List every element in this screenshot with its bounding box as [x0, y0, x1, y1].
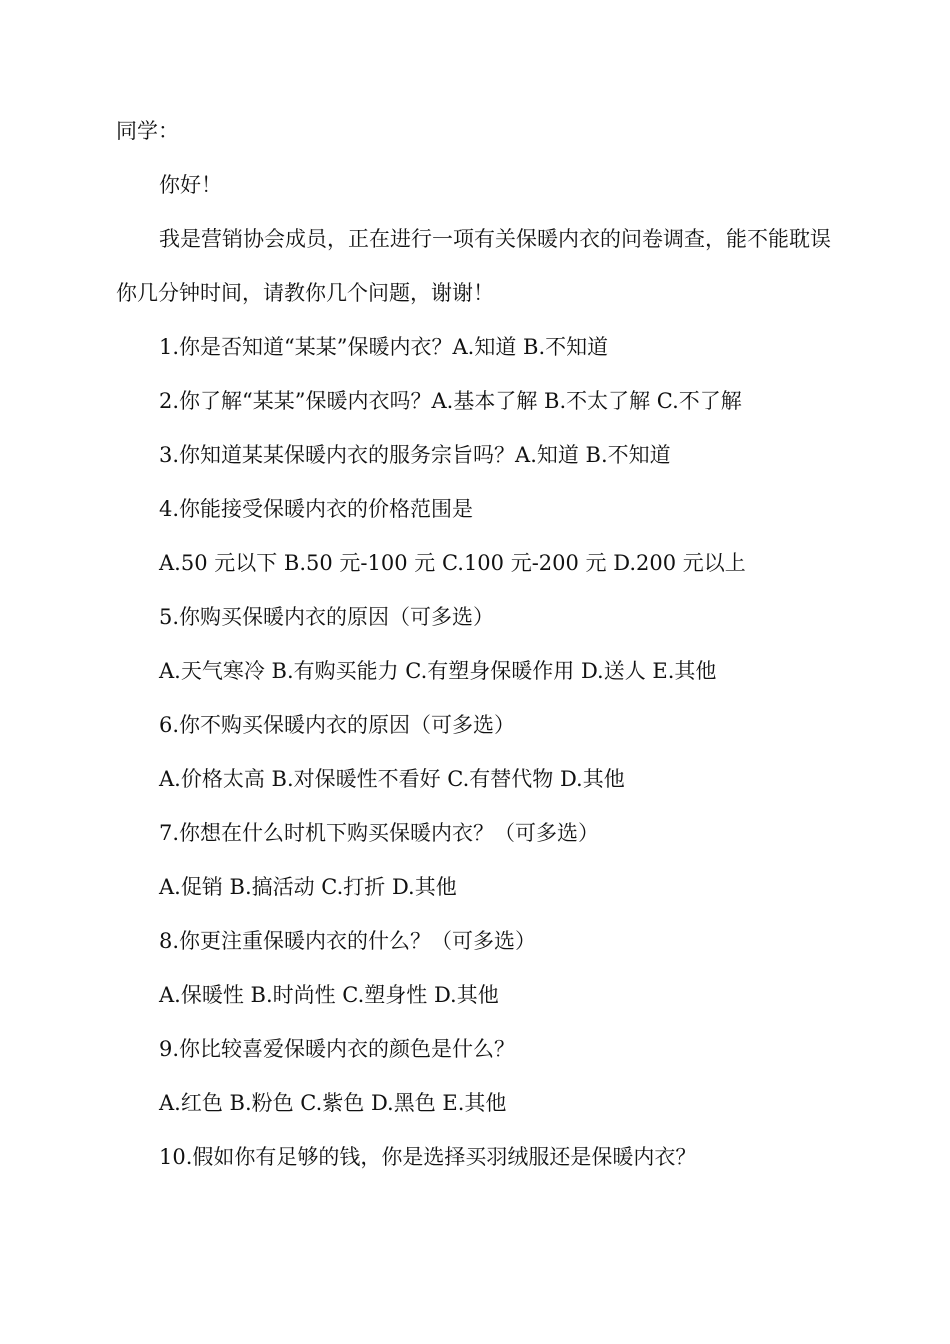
- question-7: 7.你想在什么时机下购买保暖内衣？（可多选）: [159, 821, 600, 845]
- question-9-options: A.红色 B.粉色 C.紫色 D.黑色 E.其他: [159, 1091, 507, 1115]
- question-2: 2.你了解“某某”保暖内衣吗？A.基本了解 B.不太了解 C.不了解: [159, 389, 742, 413]
- question-3: 3.你知道某某保暖内衣的服务宗旨吗？A.知道 B.不知道: [159, 443, 671, 467]
- question-7-options: A.促销 B.搞活动 C.打折 D.其他: [159, 875, 457, 899]
- question-1: 1.你是否知道“某某”保暖内衣？A.知道 B.不知道: [159, 335, 609, 359]
- question-4: 4.你能接受保暖内衣的价格范围是: [159, 497, 474, 521]
- question-8: 8.你更注重保暖内衣的什么？（可多选）: [159, 929, 537, 953]
- question-4-options: A.50 元以下 B.50 元-100 元 C.100 元-200 元 D.200 元以上: [159, 551, 746, 575]
- question-10: 10.假如你有足够的钱，你是选择买羽绒服还是保暖内衣？: [159, 1145, 697, 1169]
- question-6: 6.你不购买保暖内衣的原因（可多选）: [159, 713, 516, 737]
- question-9: 9.你比较喜爱保暖内衣的颜色是什么？: [159, 1037, 516, 1061]
- question-6-options: A.价格太高 B.对保暖性不看好 C.有替代物 D.其他: [159, 767, 625, 791]
- question-5-options: A.天气寒冷 B.有购买能力 C.有塑身保暖作用 D.送人 E.其他: [159, 659, 717, 683]
- question-5: 5.你购买保暖内衣的原因（可多选）: [159, 605, 495, 629]
- intro-paragraph: 我是营销协会成员，正在进行一项有关保暖内衣的问卷调查，能不能耽误你几分钟时间，请教你几个问题，谢谢！: [116, 227, 831, 305]
- greeting: 你好！: [159, 173, 222, 197]
- survey-content: [116, 104, 836, 1184]
- salutation: 同学：: [116, 119, 179, 143]
- question-8-options: A.保暖性 B.时尚性 C.塑身性 D.其他: [159, 983, 499, 1007]
